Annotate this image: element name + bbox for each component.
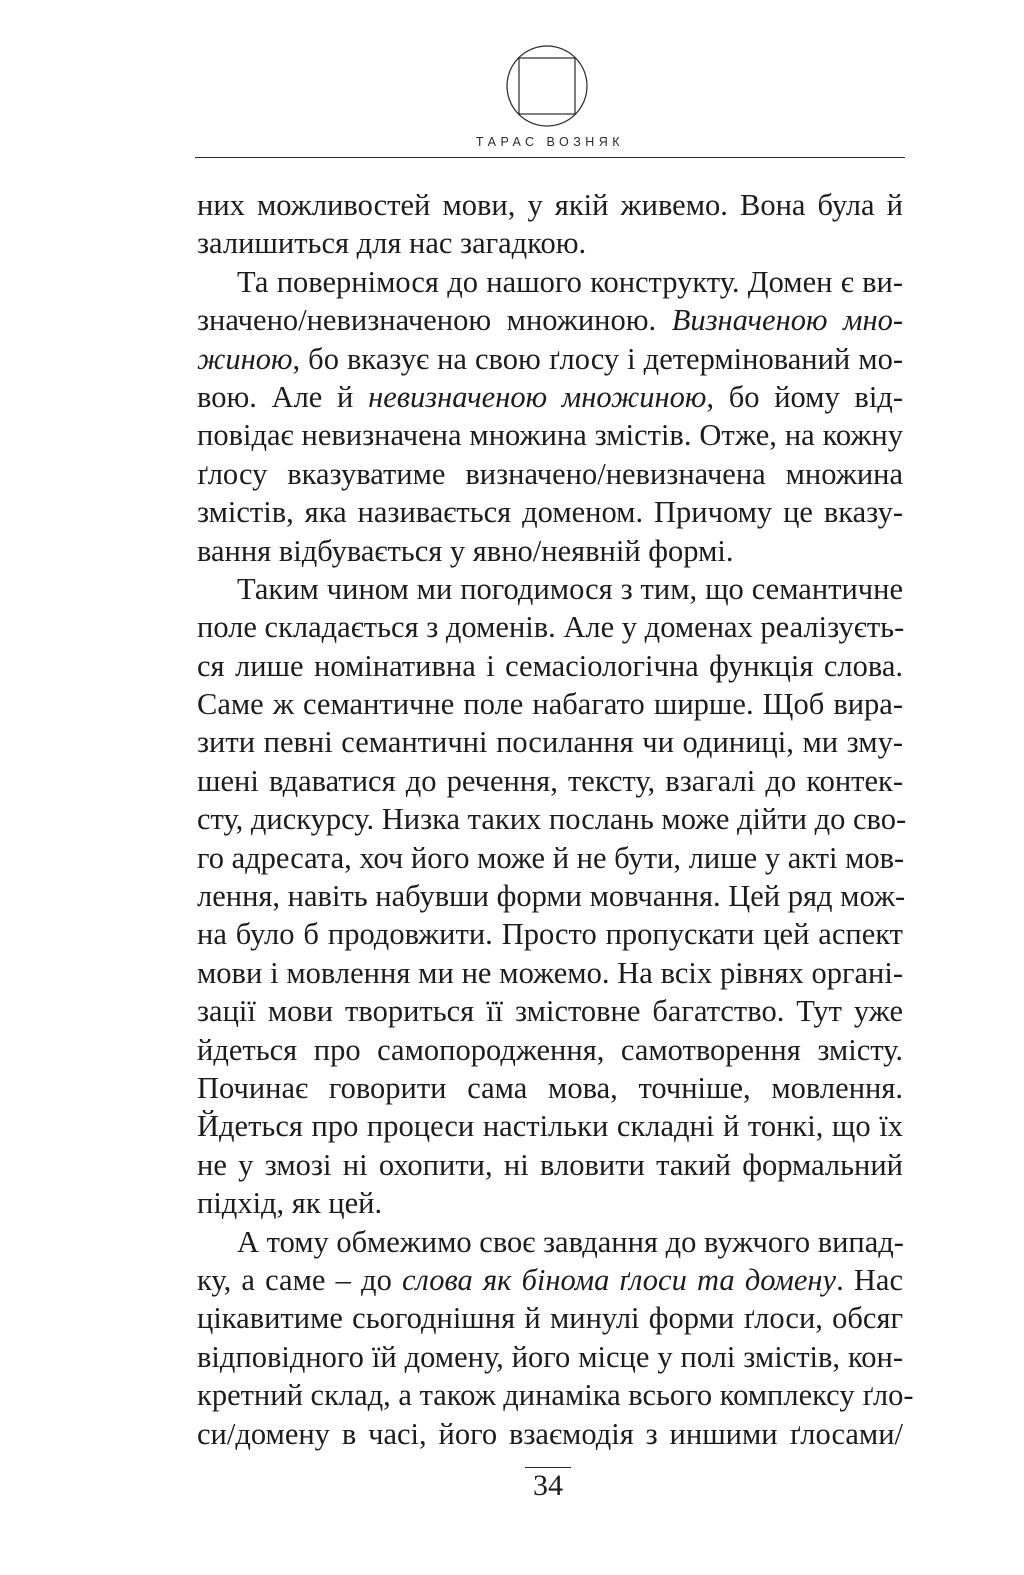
text-line	[197, 954, 903, 992]
circle-square-emblem-icon	[505, 44, 589, 128]
text-line	[197, 992, 903, 1030]
text-segment: кретний склад, а також динаміка всього комплексу ґло-	[197, 1378, 914, 1413]
text-segment: Йдеться про процеси настільки складні й тонкі, що їх	[197, 1109, 903, 1144]
text-line	[197, 455, 903, 493]
text-segment: повідає невизначена множина змістів. Отже, на кожну	[197, 418, 903, 453]
italic-phrase: невизначеною множиною	[368, 379, 707, 414]
text-line	[197, 685, 903, 723]
text-line	[197, 493, 903, 531]
text-segment: зації мови твориться її змістовне багатство. Тут уже	[197, 994, 903, 1029]
text-line	[197, 1107, 903, 1145]
text-line	[197, 1184, 903, 1222]
text-line	[197, 647, 903, 685]
text-segment: Таким чином ми погодимося з тим, що семантичне	[237, 571, 903, 606]
text-line	[197, 186, 903, 224]
page-number: 34	[533, 1469, 563, 1502]
text-segment: значено/невизначеною множиною.	[197, 303, 672, 338]
text-line	[197, 1338, 903, 1376]
text-segment: ку, а саме – до	[197, 1262, 403, 1297]
text-segment: змістів, яка називається доменом. Причому це вказу-	[197, 495, 903, 530]
text-segment: відповідного їй домену, його місце у полі змістів, кон-	[197, 1339, 903, 1374]
text-line	[197, 762, 903, 800]
body-text	[197, 186, 914, 1453]
text-line	[197, 723, 903, 761]
text-line	[197, 301, 903, 339]
text-segment: підхід, як цей.	[197, 1186, 383, 1221]
italic-phrase: жиною	[197, 341, 293, 376]
text-line	[197, 877, 906, 915]
text-segment: лення, навіть набувши форми мовчання. Цей ряд мож-	[197, 879, 906, 914]
text-segment: ґлосу вказуватиме визначено/невизначена множина	[197, 456, 903, 491]
text-segment: Саме ж семантичне поле набагато ширше. Щоб вира-	[197, 687, 903, 722]
text-segment: Починає говорити сама мова, точніше, мовлення.	[197, 1070, 903, 1105]
header-divider	[195, 157, 905, 158]
text-segment: сту, дискурсу. Низка таких послань може дійти до сво-	[197, 802, 907, 837]
text-segment: них можливостей мови, у якій живемо. Вона була й	[197, 188, 903, 222]
text-segment: си/домену в часі, його взаємодія з иншими ґлосами/	[197, 1416, 903, 1451]
text-line	[197, 800, 907, 838]
text-segment: , бо вказує на свою ґлосу і детермінований мо-	[292, 341, 903, 376]
text-segment: шені вдаватися до речення, тексту, взагалі до контек-	[197, 763, 903, 798]
text-segment: вою. Але й	[197, 379, 369, 414]
text-line	[197, 263, 903, 301]
text-line	[197, 839, 903, 877]
text-line	[197, 1261, 903, 1299]
text-segment: А тому обмежимо своє завдання до вужчого випад-	[237, 1224, 904, 1259]
text-line	[197, 532, 903, 570]
text-segment: , бо йому від-	[706, 379, 903, 414]
text-line	[197, 1376, 914, 1414]
text-line	[197, 416, 903, 454]
text-segment: залишиться для нас загадкою.	[197, 226, 587, 261]
text-line	[197, 224, 903, 262]
italic-phrase: Визначеною мно-	[671, 303, 904, 338]
text-segment: . Нас	[836, 1262, 903, 1297]
text-line	[197, 340, 903, 378]
text-line	[197, 608, 903, 646]
text-line	[197, 915, 903, 953]
text-line	[197, 378, 903, 416]
text-line	[197, 570, 903, 608]
text-line	[197, 1146, 903, 1184]
text-segment: вання відбувається у явно/неявній формі.	[197, 533, 734, 568]
running-head-author: ТАРАС ВОЗНЯК	[475, 135, 625, 149]
text-segment: Та повернімося до нашого конструкту. Домен є ви-	[237, 264, 903, 299]
text-segment: цікавитиме сьогоднішня й минулі форми ґлоси, обсяг	[197, 1301, 903, 1336]
text-segment: не у змозі ні охопити, ні вловити такий формальний	[197, 1147, 903, 1182]
italic-phrase: слова як бінома ґлоси та домену	[402, 1262, 837, 1297]
text-line	[197, 1299, 903, 1337]
text-line	[197, 1031, 903, 1069]
text-segment: йдеться про самопородження, самотворення змісту.	[197, 1032, 903, 1067]
text-segment: ся лише номінативна і семасіологічна функція слова.	[197, 648, 903, 683]
text-line	[197, 1223, 903, 1261]
text-segment: го адресата, хоч його може й не бути, лише у акті мов-	[197, 840, 905, 875]
text-line	[197, 1069, 903, 1107]
text-segment: мови і мовлення ми не можемо. На всіх рівнях органі-	[197, 955, 903, 990]
text-segment: зити певні семантичні посилання чи одиниці, ми зму-	[197, 725, 903, 760]
text-segment: поле складається з доменів. Але у доменах реалізуєть-	[197, 610, 905, 645]
text-line	[197, 1415, 903, 1453]
text-segment: на було б продовжити. Просто пропускати цей аспект	[197, 917, 903, 952]
